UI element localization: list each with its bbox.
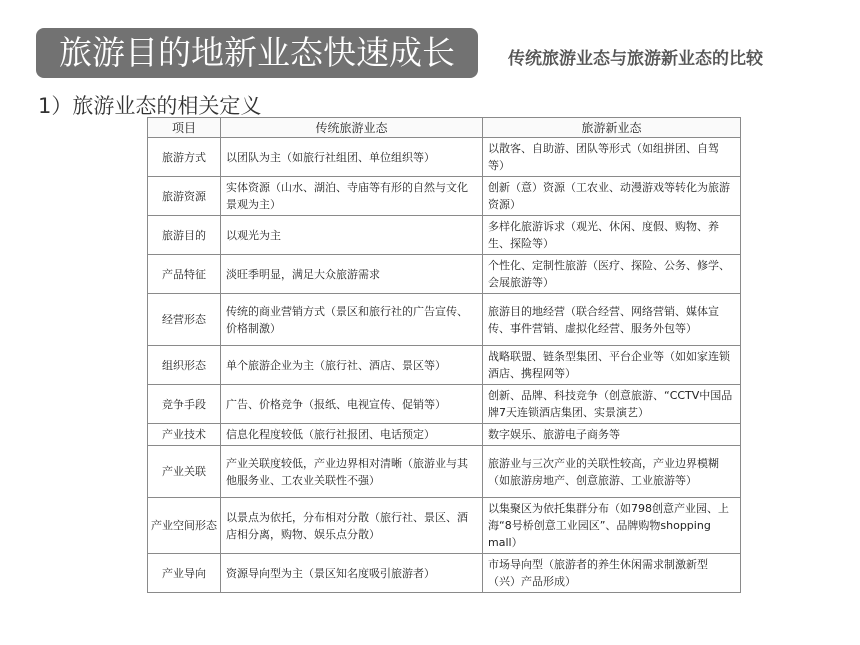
new-cell: 多样化旅游诉求（观光、休闲、度假、购物、养生、探险等） — [483, 216, 741, 255]
traditional-cell: 传统的商业营销方式（景区和旅行社的广告宣传、价格制激） — [221, 294, 483, 346]
new-cell: 旅游业与三次产业的关联性较高，产业边界模糊（如旅游房地产、创意旅游、工业旅游等） — [483, 446, 741, 498]
new-cell: 数字娱乐、旅游电子商务等 — [483, 424, 741, 446]
table-row — [148, 138, 741, 177]
column-header-new: 旅游新业态 — [483, 118, 741, 138]
traditional-cell: 以景点为依托，分布相对分散（旅行社、景区、酒店相分离，购物、娱乐点分散） — [221, 498, 483, 554]
comparison-table — [147, 117, 741, 593]
table-row — [148, 424, 741, 446]
table-row — [148, 346, 741, 385]
row-item-cell: 经营形态 — [148, 294, 221, 346]
traditional-cell: 信息化程度较低（旅行社报团、电话预定） — [221, 424, 483, 446]
new-cell: 战略联盟、链条型集团、平台企业等（如如家连锁酒店、携程网等） — [483, 346, 741, 385]
table-row — [148, 446, 741, 498]
row-item-cell: 产业空间形态 — [148, 498, 221, 554]
table-header-row — [148, 118, 741, 138]
table-row — [148, 554, 741, 593]
row-item-cell: 产业技术 — [148, 424, 221, 446]
section-heading: 1）旅游业态的相关定义 — [38, 94, 262, 118]
table-row — [148, 216, 741, 255]
row-item-cell: 产业关联 — [148, 446, 221, 498]
table-row — [148, 177, 741, 216]
row-item-cell: 产品特征 — [148, 255, 221, 294]
column-header-item: 项目 — [148, 118, 221, 138]
traditional-cell: 以观光为主 — [221, 216, 483, 255]
traditional-cell: 单个旅游企业为主（旅行社、酒店、景区等） — [221, 346, 483, 385]
traditional-cell: 资源导向型为主（景区知名度吸引旅游者） — [221, 554, 483, 593]
row-item-cell: 旅游目的 — [148, 216, 221, 255]
row-item-cell: 组织形态 — [148, 346, 221, 385]
new-cell: 市场导向型（旅游者的养生休闲需求制激新型（兴）产品形成） — [483, 554, 741, 593]
new-cell: 旅游目的地经营（联合经营、网络营销、媒体宣传、事件营销、虚拟化经营、服务外包等） — [483, 294, 741, 346]
page-subtitle: 传统旅游业态与旅游新业态的比较 — [508, 49, 763, 69]
traditional-cell: 广告、价格竞争（报纸、电视宣传、促销等） — [221, 385, 483, 424]
new-cell: 以散客、自助游、团队等形式（如组拼团、自驾等） — [483, 138, 741, 177]
new-cell: 创新、品牌、科技竞争（创意旅游、“CCTV中国品牌7天连锁酒店集团、实景演艺） — [483, 385, 741, 424]
row-item-cell: 竞争手段 — [148, 385, 221, 424]
traditional-cell: 以团队为主（如旅行社组团、单位组织等） — [221, 138, 483, 177]
column-header-traditional: 传统旅游业态 — [221, 118, 483, 138]
traditional-cell: 淡旺季明显，满足大众旅游需求 — [221, 255, 483, 294]
table-row — [148, 498, 741, 554]
page-title: 旅游目的地新业态快速成长 — [36, 28, 478, 78]
new-cell: 个性化、定制性旅游（医疗、探险、公务、修学、会展旅游等） — [483, 255, 741, 294]
table-row — [148, 255, 741, 294]
row-item-cell: 旅游方式 — [148, 138, 221, 177]
row-item-cell: 产业导向 — [148, 554, 221, 593]
traditional-cell: 产业关联度较低，产业边界相对清晰（旅游业与其他服务业、工农业关联性不强） — [221, 446, 483, 498]
new-cell: 创新（意）资源（工农业、动漫游戏等转化为旅游资源） — [483, 177, 741, 216]
table-row — [148, 294, 741, 346]
traditional-cell: 实体资源（山水、湖泊、寺庙等有形的自然与文化景观为主） — [221, 177, 483, 216]
row-item-cell: 旅游资源 — [148, 177, 221, 216]
new-cell: 以集聚区为依托集群分布（如798创意产业园、上海“8号桥创意工业园区”、品牌购物shopping mall） — [483, 498, 741, 554]
table-row — [148, 385, 741, 424]
